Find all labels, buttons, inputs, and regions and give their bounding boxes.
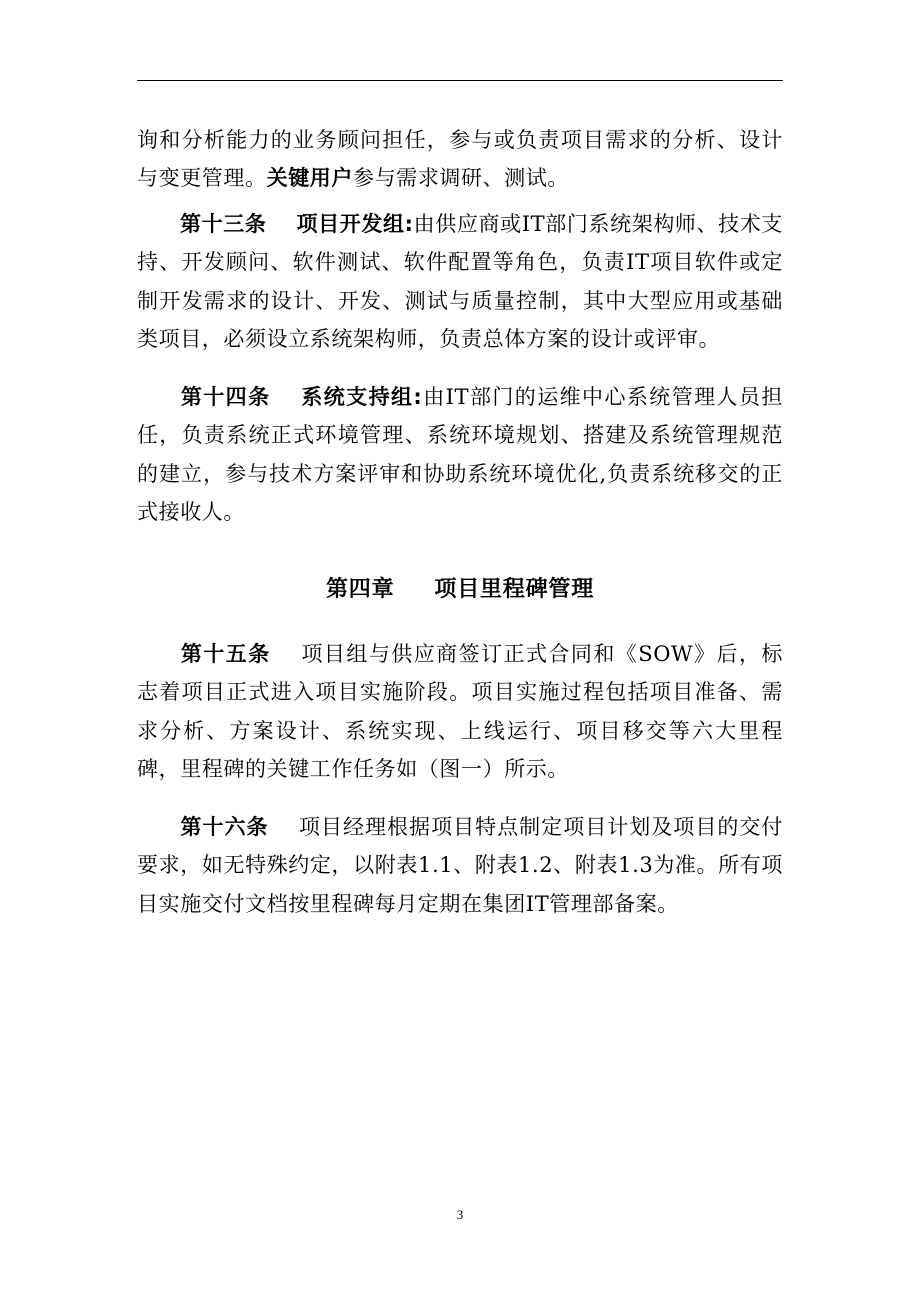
article-title: 项目开发组: (296, 212, 414, 236)
header-rule (137, 80, 783, 81)
page-number: 3 (456, 1207, 464, 1222)
article-16 (137, 808, 783, 923)
paragraph-text: 询和分析能力的业务顾问担任，参与或负责项目需求的分析、设计与变更管理。 (137, 128, 783, 191)
chapter-heading (137, 570, 783, 610)
article-title: 系统支持组: (300, 385, 423, 409)
paragraph-continuation (137, 121, 783, 198)
article-number: 第十四条 (180, 385, 271, 409)
chapter-number: 第四章 (325, 577, 395, 602)
article-body: 由IT部门的运维中心系统管理人员担任，负责系统正式环境管理、系统环境规划、搭建及系统管理规范的建立，参与技术方案评审和协助系统环境优化,负责系统移交的正式接收人。 (137, 385, 783, 524)
article-number: 第十三条 (180, 212, 267, 236)
article-body: 项目经理根据项目特点制定项目计划及项目的交付要求，如无特殊约定，以附表1.1、附表1.2、附表1.3为准。所有项目实施交付文档按里程碑每月定期在集团IT管理部备案。 (137, 815, 783, 916)
article-13 (137, 205, 783, 358)
article-number: 第十五条 (180, 642, 271, 666)
key-user-term: 关键用户 (266, 166, 354, 191)
paragraph-text: 参与需求调研、测试。 (353, 166, 570, 191)
article-15 (137, 635, 783, 788)
article-body: 由供应商或IT部门系统架构师、技术支持、开发顾问、软件测试、软件配置等角色，负责IT项目软件或定制开发需求的设计、开发、测试与质量控制，其中大型应用或基础类项目，必须设立系统架构师，负责总体方案的设计或评审。 (137, 212, 784, 351)
chapter-title: 项目里程碑管理 (434, 577, 594, 602)
article-14 (137, 378, 783, 531)
article-body: 项目组与供应商签订正式合同和《SOW》后，标志着项目正式进入项目实施阶段。项目实施过程包括项目准备、需求分析、方案设计、系统实现、上线运行、项目移交等六大里程碑，里程碑的关键工作任务如（图一）所示。 (137, 642, 783, 781)
article-number: 第十六条 (180, 815, 269, 839)
